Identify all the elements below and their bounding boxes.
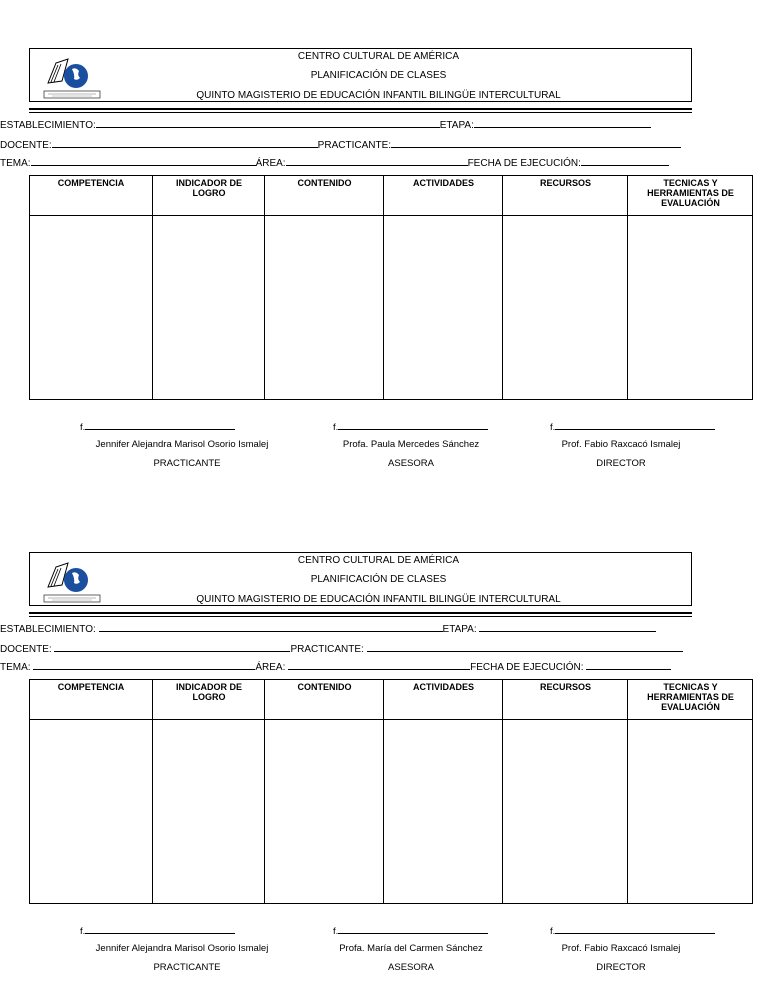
form-header	[29, 48, 692, 102]
signature-line-practicante[interactable]: f.	[80, 924, 235, 938]
input-docente[interactable]	[54, 642, 290, 652]
field-row-establecimiento	[0, 622, 656, 636]
column-evaluacion[interactable]	[627, 176, 753, 399]
column-evaluacion[interactable]	[627, 680, 753, 903]
signature-name: Jennifer Alejandra Marisol Osorio Ismalej	[95, 943, 269, 954]
column-indicador[interactable]	[152, 680, 265, 903]
input-tema[interactable]	[31, 156, 256, 166]
column-header: CONTENIDO	[297, 682, 352, 692]
label-docente: DOCENTE:	[0, 140, 52, 151]
input-area[interactable]	[286, 156, 468, 166]
planning-form-1	[0, 48, 768, 488]
label-docente: DOCENTE:	[0, 644, 52, 655]
planning-table	[29, 679, 753, 904]
column-contenido[interactable]	[264, 680, 384, 903]
signature-role: ASESORA	[388, 458, 434, 469]
signature-name: Prof. Fabio Raxcacó Ismalej	[561, 439, 681, 450]
course-name: QUINTO MAGISTERIO DE EDUCACIÓN INFANTIL BILINGÜE INTERCULTURAL	[196, 90, 561, 101]
form-title: PLANIFICACIÓN DE CLASES	[310, 70, 447, 81]
label-etapa: ETAPA:	[442, 624, 477, 635]
planning-table	[29, 175, 753, 400]
column-competencia[interactable]	[30, 176, 152, 399]
input-etapa[interactable]	[479, 622, 656, 632]
column-header: CONTENIDO	[297, 178, 352, 188]
input-area[interactable]	[288, 660, 470, 670]
label-practicante: PRACTICANTE:	[290, 644, 364, 655]
input-fecha[interactable]	[581, 156, 669, 166]
label-tema: TEMA:	[0, 158, 31, 169]
signature-name: Prof. Fabio Raxcacó Ismalej	[561, 943, 681, 954]
signature-role: DIRECTOR	[596, 962, 646, 973]
column-header: COMPETENCIA	[57, 682, 125, 692]
column-actividades[interactable]	[383, 176, 503, 399]
planning-form-2	[0, 552, 768, 992]
input-etapa[interactable]	[474, 118, 651, 128]
column-header: ACTIVIDADES	[412, 682, 474, 692]
column-header: RECURSOS	[539, 178, 591, 188]
input-establecimiento[interactable]	[96, 118, 440, 128]
input-tema[interactable]	[33, 660, 255, 670]
field-row-tema	[0, 660, 671, 674]
divider	[29, 112, 692, 113]
divider	[29, 612, 692, 614]
signature-line-asesora[interactable]: f.	[333, 420, 488, 434]
column-header: ACTIVIDADES	[412, 178, 474, 188]
label-area: ÁREA:	[255, 158, 286, 169]
label-tema: TEMA:	[0, 662, 31, 673]
signature-role: PRACTICANTE	[153, 458, 221, 469]
signature-role: ASESORA	[388, 962, 434, 973]
signature-line-practicante[interactable]: f.	[80, 420, 235, 434]
column-header: COMPETENCIA	[57, 178, 125, 188]
label-fecha: FECHA DE EJECUCIÓN:	[467, 158, 581, 169]
field-row-tema	[0, 156, 669, 170]
institution-name: CENTRO CULTURAL DE AMÉRICA	[297, 51, 460, 62]
label-establecimiento: ESTABLECIMIENTO:	[0, 624, 96, 635]
signature-name: Profa. Paula Mercedes Sánchez	[342, 439, 480, 450]
form-title: PLANIFICACIÓN DE CLASES	[310, 574, 447, 585]
divider	[29, 616, 692, 617]
course-name: QUINTO MAGISTERIO DE EDUCACIÓN INFANTIL BILINGÜE INTERCULTURAL	[196, 594, 561, 605]
column-header: RECURSOS	[539, 682, 591, 692]
form-header	[29, 552, 692, 606]
signature-name: Jennifer Alejandra Marisol Osorio Ismalej	[95, 439, 269, 450]
signature-role: PRACTICANTE	[153, 962, 221, 973]
signature-line-asesora[interactable]: f.	[333, 924, 488, 938]
divider	[29, 108, 692, 110]
input-practicante[interactable]	[367, 642, 683, 652]
column-indicador[interactable]	[152, 176, 265, 399]
signature-line-director[interactable]: f.	[550, 420, 715, 434]
column-contenido[interactable]	[264, 176, 384, 399]
label-establecimiento: ESTABLECIMIENTO:	[0, 120, 96, 131]
column-recursos[interactable]	[502, 176, 628, 399]
column-competencia[interactable]	[30, 680, 152, 903]
column-actividades[interactable]	[383, 680, 503, 903]
signature-role: DIRECTOR	[596, 458, 646, 469]
column-recursos[interactable]	[502, 680, 628, 903]
field-row-docente	[0, 642, 683, 656]
input-docente[interactable]	[52, 138, 318, 148]
input-practicante[interactable]	[391, 138, 681, 148]
signature-name: Profa. María del Carmen Sánchez	[339, 943, 483, 954]
field-row-docente	[0, 138, 681, 152]
column-header: INDICADOR DE LOGRO	[175, 682, 242, 702]
institution-name: CENTRO CULTURAL DE AMÉRICA	[297, 555, 460, 566]
label-etapa: ETAPA:	[439, 120, 474, 131]
label-practicante: PRACTICANTE:	[317, 140, 392, 151]
input-fecha[interactable]	[586, 660, 671, 670]
column-header: INDICADOR DE LOGRO	[175, 178, 242, 198]
input-establecimiento[interactable]	[99, 622, 443, 632]
label-fecha: FECHA DE EJECUCIÓN:	[470, 662, 584, 673]
field-row-establecimiento	[0, 118, 651, 132]
signature-line-director[interactable]: f.	[550, 924, 715, 938]
column-header: TECNICAS Y HERRAMIENTAS DE EVALUACIÓN	[647, 682, 734, 712]
label-area: ÁREA:	[255, 662, 286, 673]
column-header: TECNICAS Y HERRAMIENTAS DE EVALUACIÓN	[647, 178, 734, 208]
